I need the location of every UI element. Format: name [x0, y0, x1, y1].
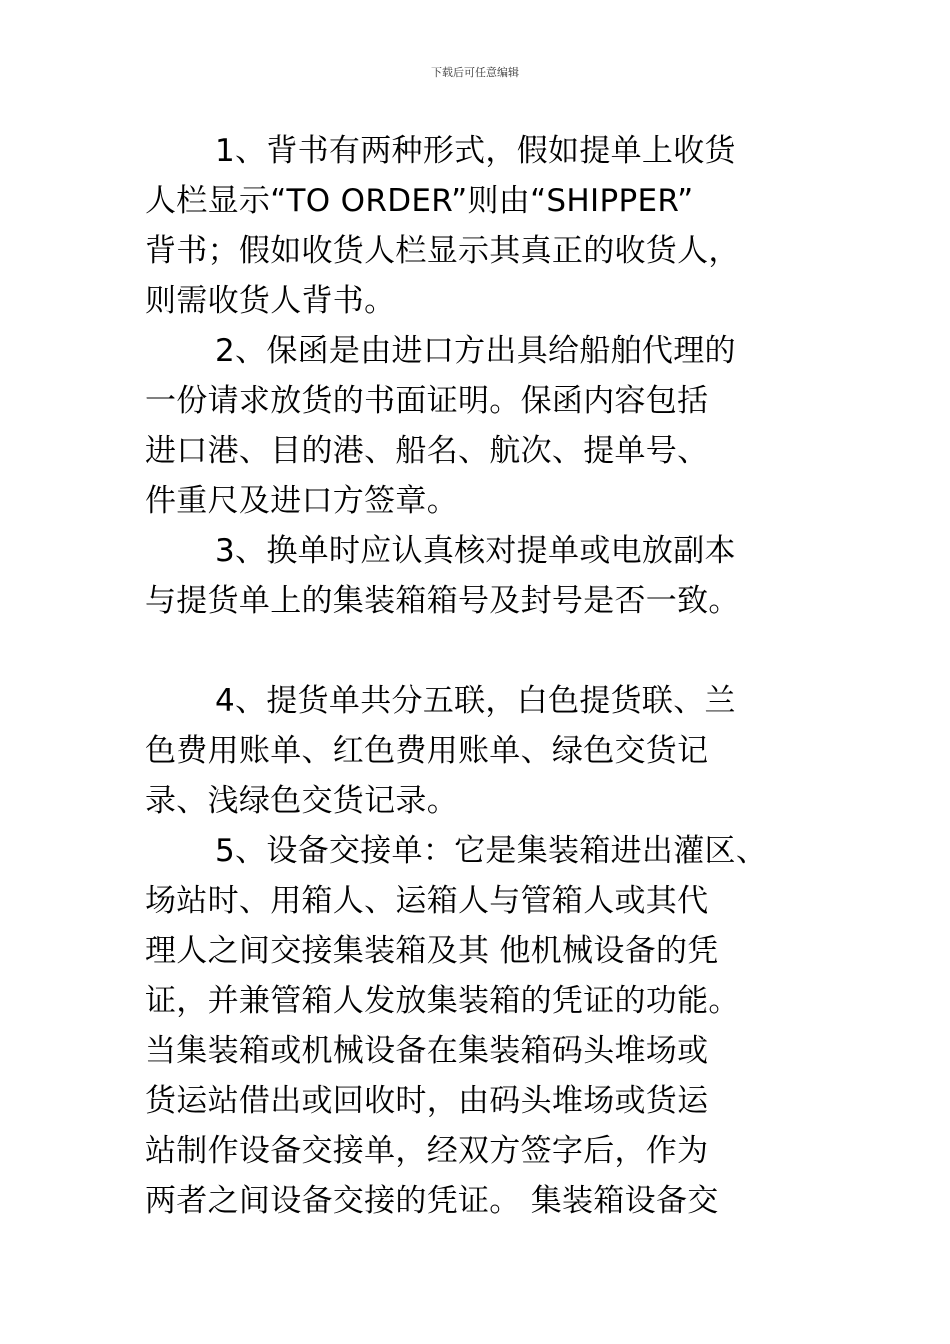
text-line: 当集装箱或机械设备在集装箱码头堆场或: [145, 1033, 709, 1069]
text-line: 货运站借出或回收时，由码头堆场或货运: [145, 1083, 709, 1119]
text-line: 证，并兼管箱人发放集装箱的凭证的功能。: [145, 983, 740, 1019]
text-line: 4、提货单共分五联，白色提货联、兰: [215, 683, 736, 719]
text-line: 色费用账单、红色费用账单、绿色交货记: [145, 733, 709, 769]
paragraph-2: [145, 326, 825, 526]
text-line: 场站时、用箱人、运箱人与管箱人或其代: [145, 883, 709, 919]
text-line: 2、保函是由进口方出具给船舶代理的: [215, 333, 736, 369]
text-line: 3、换单时应认真核对提单或电放副本: [215, 533, 736, 569]
text-line: 则需收货人背书。: [145, 283, 396, 319]
text-line: 与提货单上的集装箱箱号及封号是否一致。: [145, 583, 740, 619]
text-line: 理人之间交接集装箱及其 他机械设备的凭: [145, 933, 719, 969]
paragraph-spacer: [145, 626, 825, 676]
page-header-note: 下载后可任意编辑: [431, 66, 519, 79]
text-line: 站制作设备交接单，经双方签字后，作为: [145, 1133, 709, 1169]
paragraph-4: [145, 676, 825, 826]
paragraph-5: [145, 826, 825, 1226]
text-line: 背书；假如收货人栏显示其真正的收货人，: [145, 233, 740, 269]
text-line: 件重尺及进口方签章。: [145, 483, 458, 519]
document-body: [145, 126, 825, 1226]
text-line: 录、浅绿色交货记录。: [145, 783, 458, 819]
text-line: 人栏显示“TO ORDER”则由“SHIPPER”: [145, 183, 694, 219]
text-line: 5、设备交接单：它是集装箱进出灌区、: [215, 833, 768, 869]
text-line: 1、背书有两种形式，假如提单上收货: [215, 133, 736, 169]
text-line: 两者之间设备交接的凭证。 集装箱设备交: [145, 1183, 719, 1219]
paragraph-1: [145, 126, 825, 326]
text-line: 一份请求放货的书面证明。保函内容包括: [145, 383, 709, 419]
text-line: 进口港、目的港、船名、航次、提单号、: [145, 433, 709, 469]
paragraph-3: [145, 526, 825, 626]
